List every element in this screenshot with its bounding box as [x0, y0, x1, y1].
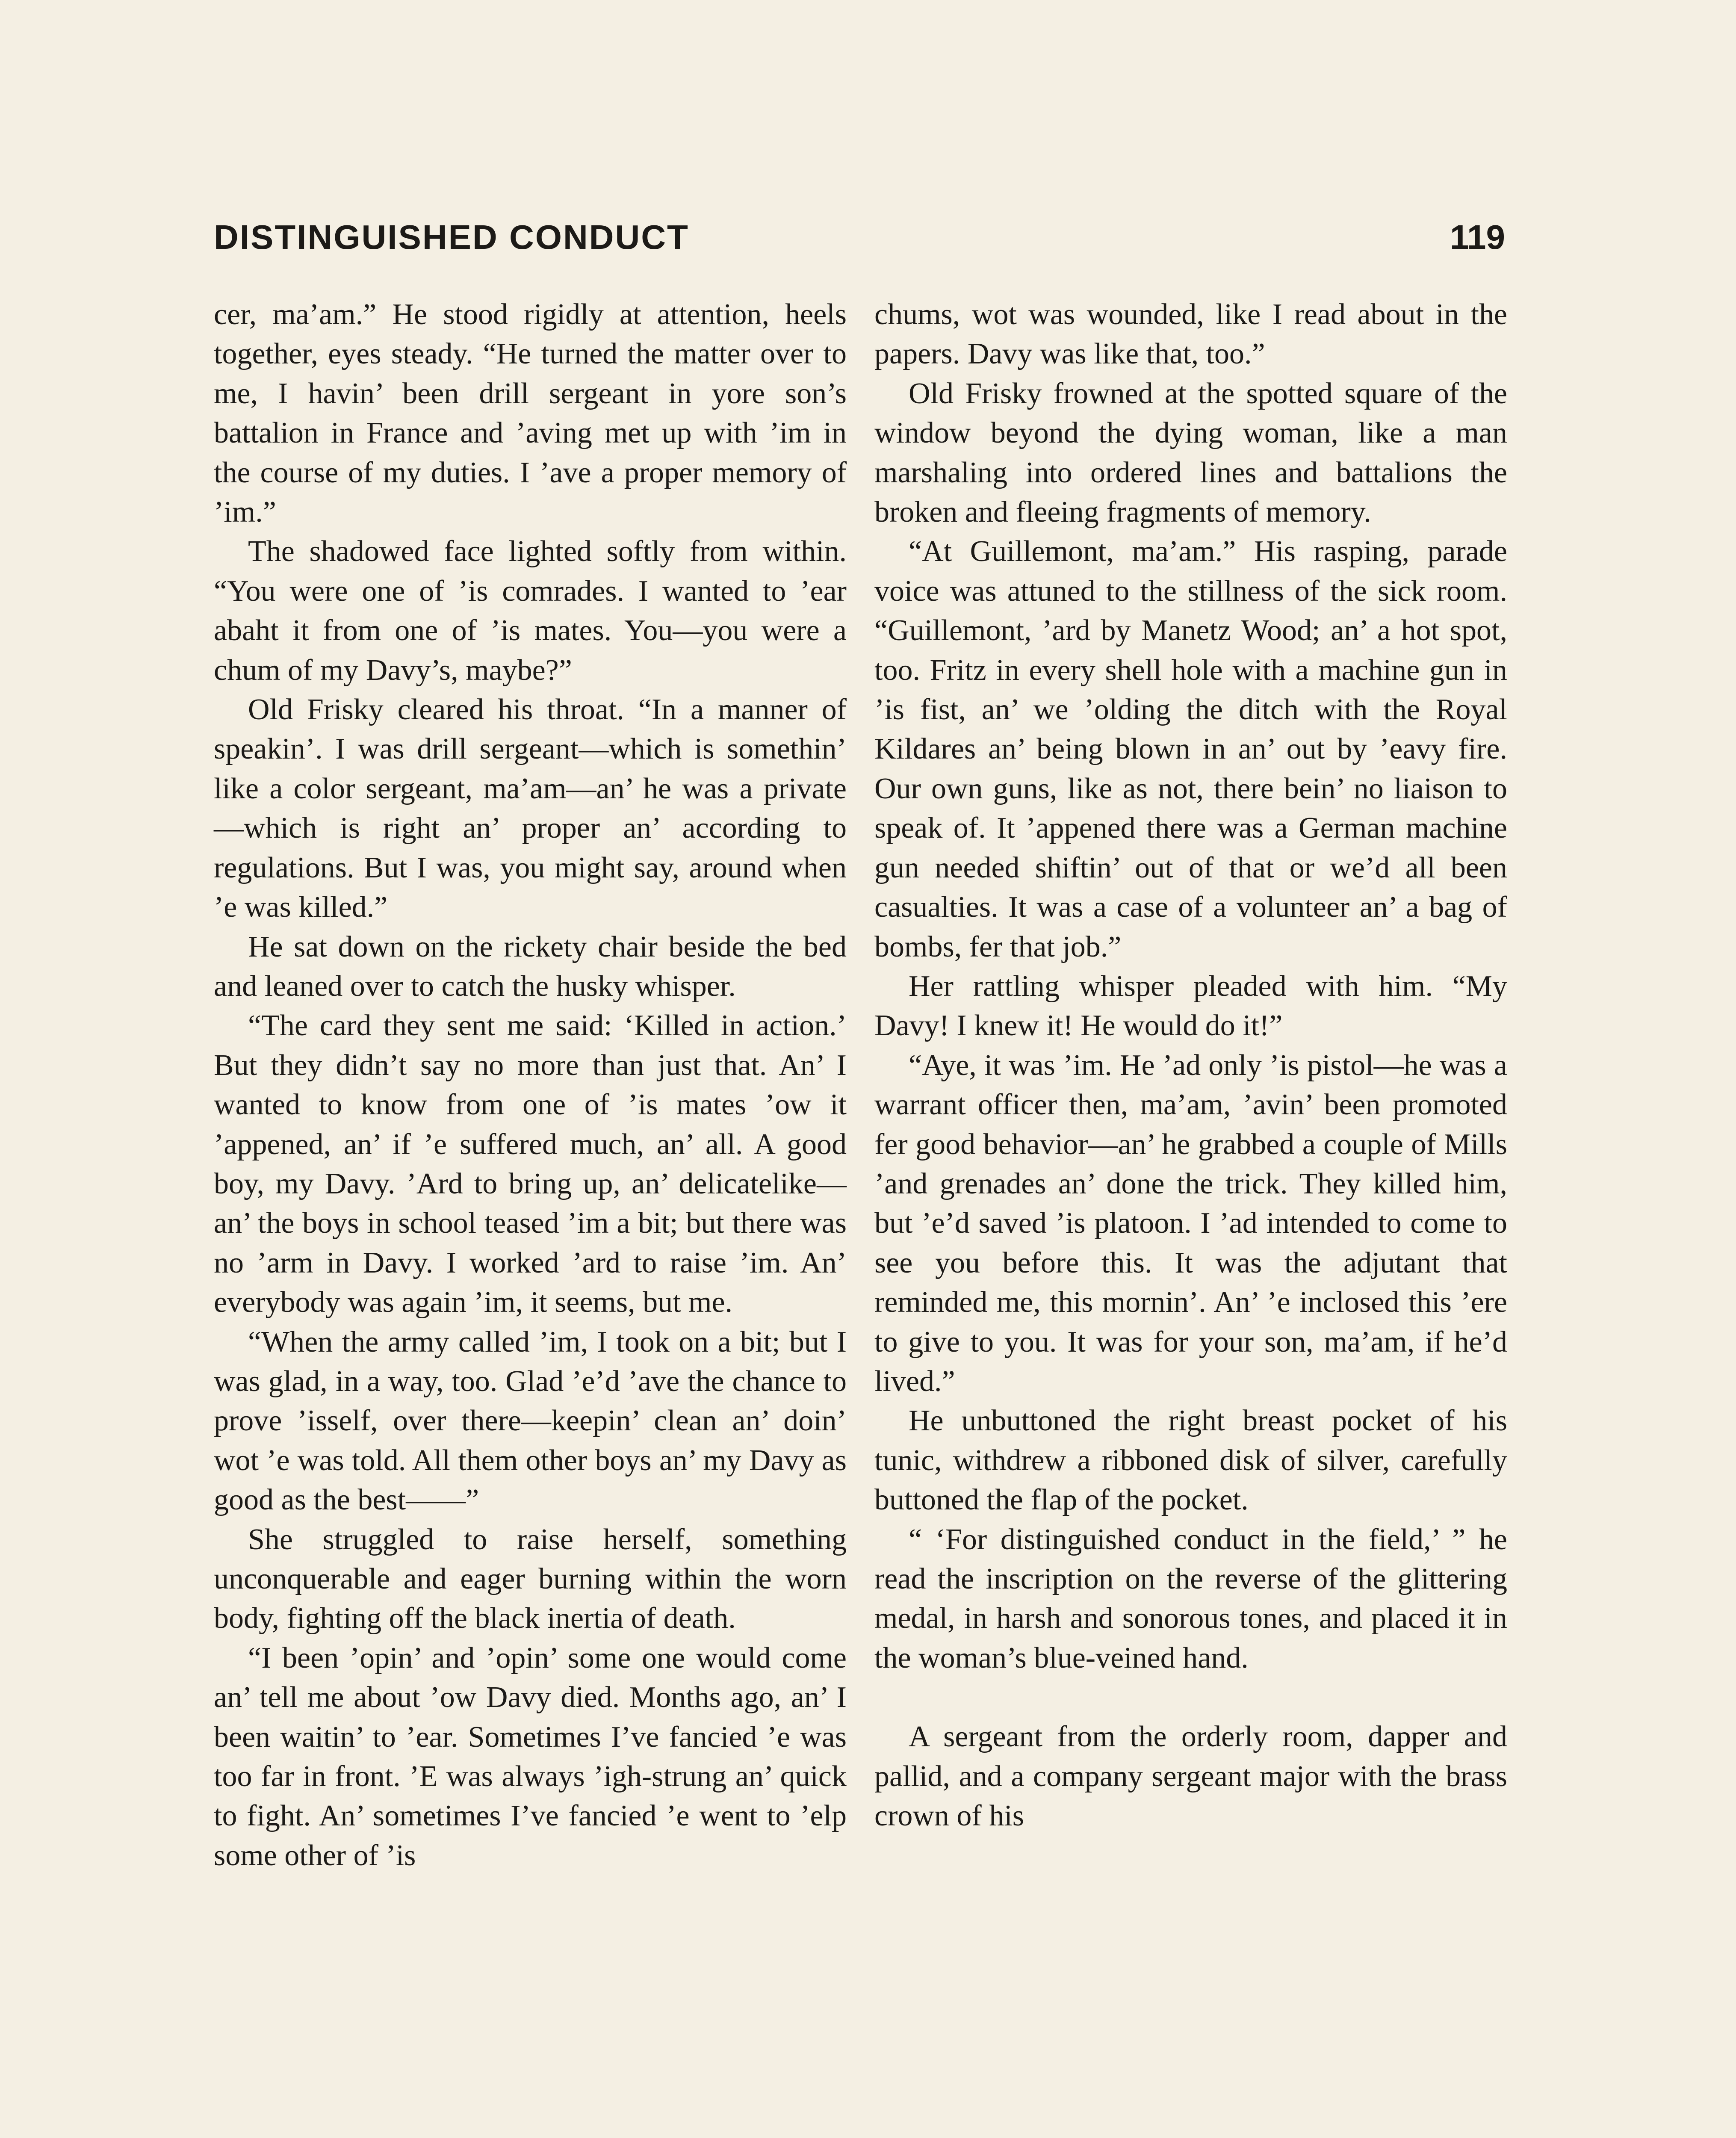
paragraph: “When the army called ’im, I took on a bit; but I was glad, in a way, too. Glad ’e’d ’ave the chance to prove ’isself, over there—keepin’ clean an’ doin’ wot ’e was told. All them other boys an’ my Davy as good as the best——”	[214, 1325, 847, 1517]
paragraph: cer, ma’am.” He stood rigidly at attention, heels together, eyes steady. “He turned the matter over to me, I havin’ been drill sergeant in yore son’s battalion in France and ’aving met up with ’im in the course of my duties. I ’ave a proper memory of ’im.”	[214, 298, 847, 529]
paragraph: He unbuttoned the right breast pocket of his tunic, withdrew a ribboned disk of silver, carefully buttoned the flap of the pocket.	[874, 1404, 1507, 1517]
paragraph: A sergeant from the orderly room, dapper and pallid, and a company sergeant major with the brass crown of his	[874, 1720, 1507, 1833]
paragraph: Old Frisky cleared his throat. “In a manner of speakin’. I was drill sergeant—which is somethin’ like a color sergeant, ma’am—an’ he was a private —which is right an’ proper an’ according to regulations. But I was, you might say, around when ’e was killed.”	[214, 693, 847, 924]
paragraph: “I been ’opin’ and ’opin’ some one would come an’ tell me about ’ow Davy died. Months ago, an’ I been waitin’ to ’ear. Sometimes I’ve fancied ’e was too far in front. ’E was always ’igh-strung an’ quick to fight. An’ sometimes I’ve fancied ’e went to ’elp some other of ’is	[214, 1641, 847, 1872]
paragraph: “At Guillemont, ma’am.” His rasping, parade voice was attuned to the stillness of the sick room. “Guillemont, ’ard by Manetz Wood; an’ a hot spot, too. Fritz in every shell hole with a machine gun in ’is fist, an’ we ’olding the ditch with the Royal Kildares an’ being blown in an’ out by ’eavy fire. Our own guns, like as not, there bein’ no liaison to speak of. It ’appened there was a German machine gun needed shiftin’ out of that or we’d all been casualties. It was a case of a volunteer an’ a bag of bombs, fer that job.”	[874, 535, 1507, 963]
page-number: 119	[1450, 218, 1505, 256]
paragraph: “The card they sent me said: ‘Killed in action.’ But they didn’t say no more than just that. An’ I wanted to know from one of ’is mates ’ow it ’appened, an’ if ’e suffered much, an’ all. A good boy, my Davy. ’Ard to bring up, an’ delicatelike—an’ the boys in school teased ’im a bit; but there was no ’arm in Davy. I worked ’ard to raise ’im. An’ everybody was again ’im, it seems, but me.	[214, 1009, 847, 1319]
paragraph: She struggled to raise herself, something unconquerable and eager burning within the worn body, fighting off the black inertia of death.	[214, 1523, 847, 1635]
running-header	[214, 214, 1505, 261]
paragraph: The shadowed face lighted softly from within. “You were one of ’is comrades. I wanted to ’ear abaht it from one of ’is mates. You—you were a chum of my Davy’s, maybe?”	[214, 535, 847, 687]
paragraph: Her rattling whisper pleaded with him. “My Davy! I knew it! He would do it!”	[874, 969, 1507, 1042]
paragraph: chums, wot was wounded, like I read about in the papers. Davy was like that, too.”	[874, 298, 1507, 371]
running-title: DISTINGUISHED CONDUCT	[214, 218, 689, 256]
paragraph: “Aye, it was ’im. He ’ad only ’is pistol—he was a warrant officer then, ma’am, ’avin’ been promoted fer good behavior—an’ he grabbed a couple of Mills ’and grenades an’ done the trick. They killed him, but ’e’d saved ’is platoon. I ’ad intended to come to see you before this. It was the adjutant that reminded me, this mornin’. An’ ’e inclosed this ’ere to give to you. It was for your son, ma’am, if he’d lived.”	[874, 1048, 1507, 1398]
right-column	[874, 295, 1507, 1836]
left-column	[214, 295, 847, 1875]
paragraph: Old Frisky frowned at the spotted square of the window beyond the dying woman, like a man marshaling into ordered lines and battalions the broken and fleeing fragments of memory.	[874, 377, 1507, 529]
paragraph: He sat down on the rickety chair beside the bed and leaned over to catch the husky whisper.	[214, 930, 847, 1003]
paragraph: “ ‘For distinguished conduct in the field,’ ” he read the inscription on the reverse of the glittering medal, in harsh and sonorous tones, and placed it in the woman’s blue-veined hand.	[874, 1523, 1507, 1674]
